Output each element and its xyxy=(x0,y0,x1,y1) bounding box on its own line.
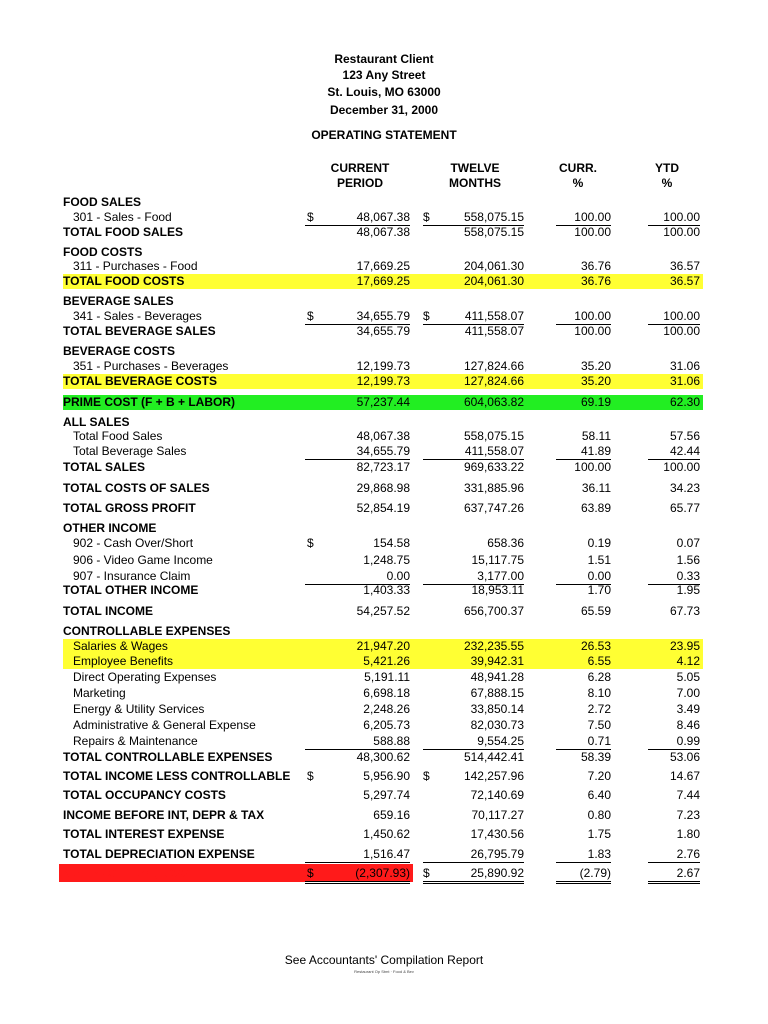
row-total-other-income: TOTAL OTHER INCOME 1,403.33 18,953.11 1.70 1.95 xyxy=(63,583,700,597)
row-total-beverage-sales: TOTAL BEVERAGE SALES 34,655.79 411,558.07 100.00 100.00 xyxy=(63,324,700,338)
section-controllable-expenses: CONTROLLABLE EXPENSES xyxy=(63,624,231,638)
row-all-beverage-sales: Total Beverage Sales 34,655.79 411,558.07 41.89 42.44 xyxy=(73,444,700,458)
row-sales-beverages: 341 - Sales - Beverages $ 34,655.79 $ 411,558.07 100.00 100.00 xyxy=(73,309,700,323)
section-food-costs: FOOD COSTS xyxy=(63,245,143,259)
row-total-costs-of-sales: TOTAL COSTS OF SALES 29,868.98 331,885.96 36.11 34.23 xyxy=(63,481,700,495)
row-interest-expense: TOTAL INTEREST EXPENSE 1,450.62 17,430.56 1.75 1.80 xyxy=(63,827,700,841)
section-other-income: OTHER INCOME xyxy=(63,521,157,535)
row-cash-over-short: 902 - Cash Over/Short $ 154.58 658.36 0.19 0.07 xyxy=(73,536,700,550)
row-total-income: TOTAL INCOME 54,257.52 656,700.37 65.59 67.73 xyxy=(63,604,700,618)
row-total-controllable: TOTAL CONTROLLABLE EXPENSES 48,300.62 514,442.41 58.39 53.06 xyxy=(63,750,700,764)
row-energy-utility: Energy & Utility Services 2,248.26 33,850.14 2.72 3.49 xyxy=(73,702,700,716)
row-purchases-beverages: 351 - Purchases - Beverages 12,199.73 127,824.66 35.20 31.06 xyxy=(73,359,700,373)
client-name: Restaurant Client xyxy=(334,52,434,66)
row-repairs-maintenance: Repairs & Maintenance 588.88 9,554.25 0.71 0.99 xyxy=(73,734,700,748)
section-food-sales: FOOD SALES xyxy=(63,195,142,209)
row-purchases-food: 311 - Purchases - Food 17,669.25 204,061.30 36.76 36.57 xyxy=(73,259,700,273)
col-twelve-months: TWELVE MONTHS xyxy=(449,161,501,190)
row-all-food-sales: Total Food Sales 48,067.38 558,075.15 58.11 57.56 xyxy=(73,429,700,443)
statement-date: December 31, 2000 xyxy=(329,103,439,117)
client-street: 123 Any Street xyxy=(342,68,426,82)
col-current-period: CURRENT PERIOD xyxy=(330,161,390,190)
row-occupancy-costs: TOTAL OCCUPANCY COSTS 5,297.74 72,140.69 6.40 7.44 xyxy=(63,788,700,802)
row-sales-food: 301 - Sales - Food $ 48,067.38 $ 558,075.15 100.00 100.00 xyxy=(73,210,700,224)
row-direct-operating: Direct Operating Expenses 5,191.11 48,941.28 6.28 5.05 xyxy=(73,670,700,684)
row-depreciation-expense: TOTAL DEPRECIATION EXPENSE 1,516.47 26,795.79 1.83 2.76 xyxy=(63,847,700,861)
client-city: St. Louis, MO 63000 xyxy=(327,85,441,99)
row-employee-benefits: Employee Benefits 5,421.26 39,942.31 6.55 4.12 xyxy=(63,654,703,669)
row-income-before-int: INCOME BEFORE INT, DEPR & TAX 659.16 70,117.27 0.80 7.23 xyxy=(63,808,700,822)
row-admin-general: Administrative & General Expense 6,205.73 82,030.73 7.50 8.46 xyxy=(73,718,700,732)
row-total-food-sales: TOTAL FOOD SALES 48,067.38 558,075.15 100.00 100.00 xyxy=(63,225,700,239)
row-marketing: Marketing 6,698.18 67,888.15 8.10 7.00 xyxy=(73,686,700,700)
row-prime-cost: PRIME COST (F + B + LABOR) 57,237.44 604,063.82 69.19 62.30 xyxy=(63,395,703,410)
row-total-food-costs: TOTAL FOOD COSTS 17,669.25 204,061.30 36.76 36.57 xyxy=(63,274,703,289)
section-beverage-sales: BEVERAGE SALES xyxy=(63,294,174,308)
row-net-profit: NET PROFIT or (LOSS) $ (2,307.93) $ 25,890.92 (2.79) 2.67 xyxy=(63,866,703,881)
col-ytd-pct: YTD % xyxy=(655,161,679,190)
row-total-gross-profit: TOTAL GROSS PROFIT 52,854.19 637,747.26 63.89 65.77 xyxy=(63,501,700,515)
row-income-less-controllable: TOTAL INCOME LESS CONTROLLABLE $ 5,956.90 $ 142,257.96 7.20 14.67 xyxy=(63,769,700,783)
footer-compilation-note: See Accountants' Compilation Report xyxy=(284,953,484,967)
row-salaries-wages: Salaries & Wages 21,947.20 232,235.55 26.53 23.95 xyxy=(63,639,703,654)
row-video-game-income: 906 - Video Game Income 1,248.75 15,117.75 1.51 1.56 xyxy=(73,553,700,567)
section-beverage-costs: BEVERAGE COSTS xyxy=(63,344,176,358)
row-total-sales: TOTAL SALES 82,723.17 969,633.22 100.00 100.00 xyxy=(63,460,700,474)
row-total-beverage-costs: TOTAL BEVERAGE COSTS 12,199.73 127,824.66 35.20 31.06 xyxy=(63,374,703,389)
statement-title: OPERATING STATEMENT xyxy=(311,128,457,142)
section-all-sales: ALL SALES xyxy=(63,415,130,429)
footer-small-print: Restaurant Op Stmt · Food & Bev xyxy=(354,969,414,974)
col-curr-pct: CURR. % xyxy=(559,161,597,190)
row-insurance-claim: 907 - Insurance Claim 0.00 3,177.00 0.00 0.33 xyxy=(73,569,700,583)
